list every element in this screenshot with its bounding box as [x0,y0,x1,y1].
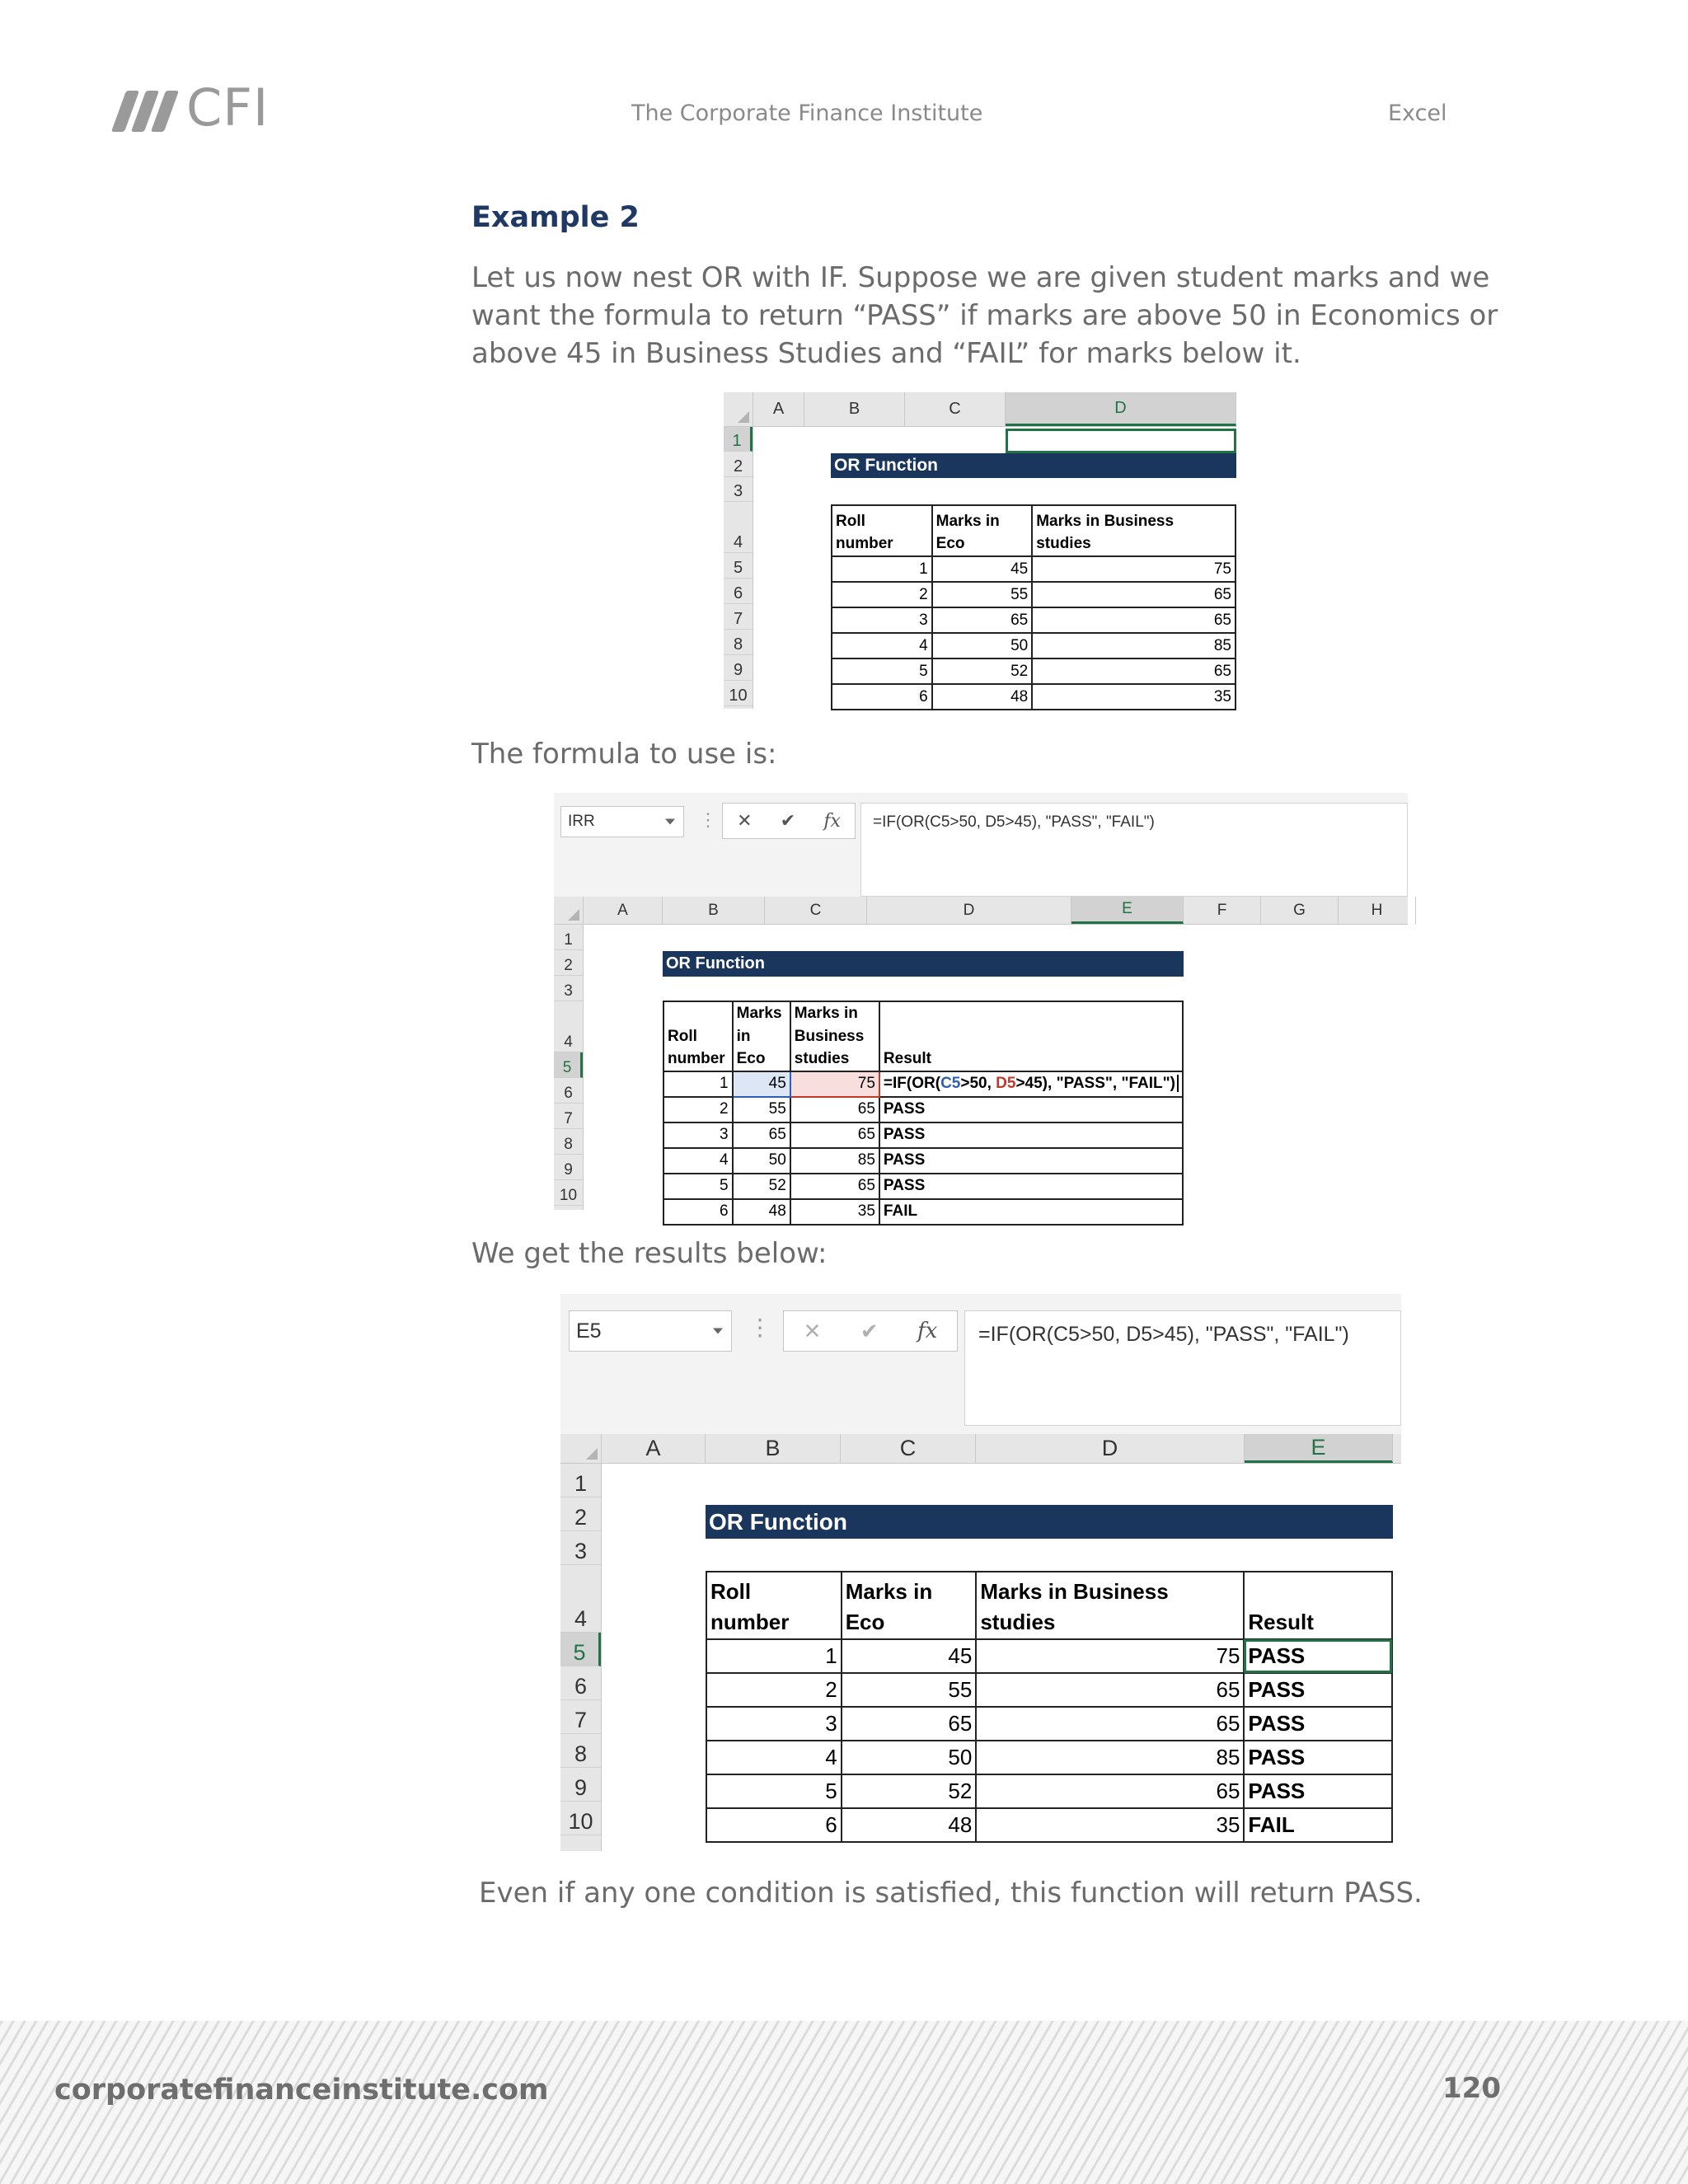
business-cell[interactable]: 65 [976,1707,1244,1741]
row-header[interactable]: 8 [554,1129,583,1155]
business-cell[interactable]: 75 [1032,556,1236,582]
row-header[interactable]: 7 [560,1700,601,1734]
column-header[interactable]: A [753,392,804,426]
result-cell[interactable]: PASS [1244,1673,1392,1707]
column-header[interactable]: G [1261,897,1339,924]
column-header[interactable]: B [663,897,765,924]
row-header[interactable]: 5 [724,553,753,579]
business-cell[interactable]: 85 [976,1741,1244,1774]
table-row [706,1741,1392,1774]
column-headers [584,897,1408,925]
row-header[interactable]: 8 [560,1734,601,1768]
row-headers [724,427,753,709]
roll-cell[interactable]: 6 [706,1808,842,1842]
header-roll[interactable]: Roll number [663,1001,733,1071]
roll-cell[interactable]: 5 [706,1774,842,1808]
cancel-icon[interactable]: ✕ [737,810,753,831]
result-cell[interactable]: FAIL [1244,1808,1392,1842]
row-header-selected[interactable]: 1 [724,427,753,452]
roll-cell[interactable]: 4 [706,1741,842,1774]
business-cell[interactable]: 35 [790,1199,879,1225]
header-business[interactable]: Marks in Business studies [790,1001,879,1071]
row-header[interactable]: 7 [554,1104,583,1129]
row-header[interactable]: 9 [560,1768,601,1802]
row-header[interactable]: 10 [724,681,753,706]
table-row [706,1808,1392,1842]
table-row [706,1774,1392,1808]
table-row [832,658,1236,684]
row-header-selected[interactable]: 5 [560,1633,601,1666]
header-eco[interactable]: Marks in Eco [932,505,1033,556]
row-header[interactable]: 9 [554,1155,583,1180]
column-header[interactable]: D [867,897,1071,924]
eco-cell[interactable]: 48 [733,1199,790,1225]
roll-cell[interactable]: 2 [706,1673,842,1707]
formula-buttons [722,803,856,839]
select-all-corner [724,392,753,427]
eco-cell[interactable]: 65 [733,1122,790,1148]
table-row [706,1673,1392,1707]
eco-cell[interactable]: 50 [842,1741,977,1774]
enter-icon[interactable]: ✔ [780,810,796,831]
table-row [663,1148,1183,1174]
eco-cell[interactable]: 65 [932,607,1033,633]
row-header[interactable]: 10 [554,1180,583,1206]
eco-cell[interactable]: 55 [932,582,1033,607]
select-all-corner [554,897,584,925]
row-header[interactable]: 2 [724,452,753,477]
business-cell[interactable]: 65 [790,1174,879,1199]
row-header[interactable]: 7 [724,604,753,630]
roll-cell[interactable]: 1 [706,1639,842,1673]
cancel-icon[interactable]: ✕ [803,1318,822,1343]
insert-function-icon[interactable]: fx [917,1319,938,1343]
row-header[interactable]: 8 [724,630,753,655]
result-cell[interactable]: PASS [879,1097,1183,1122]
name-box-value: E5 [576,1319,602,1343]
result-cell[interactable]: PASS [1244,1774,1392,1808]
row-header[interactable]: 2 [554,950,583,976]
header-eco[interactable]: Marks in Eco [733,1001,790,1071]
roll-cell[interactable]: 4 [832,633,932,658]
header-result[interactable]: Result [879,1001,1183,1071]
row-header[interactable]: 3 [554,976,583,1001]
table-row [706,1707,1392,1741]
business-cell[interactable]: 65 [1032,607,1236,633]
in-cell-formula: =IF(OR(C5>50, D5>45), "PASS", "FAIL") [884,1075,1179,1092]
roll-cell[interactable]: 4 [663,1148,733,1174]
row-header[interactable]: 1 [560,1464,601,1497]
row-header[interactable]: 2 [560,1497,601,1531]
row-header[interactable]: 4 [554,1001,583,1052]
column-header[interactable]: C [765,897,867,924]
chevron-down-icon[interactable] [713,1329,723,1334]
name-box[interactable] [560,806,684,837]
business-cell[interactable]: 35 [976,1808,1244,1842]
table-row [663,1097,1183,1122]
sheet-title-bar: OR Function [831,453,1236,478]
result-cell[interactable]: PASS [1244,1707,1392,1741]
eco-cell[interactable]: 55 [842,1673,977,1707]
cfi-logo [112,77,277,138]
result-cell[interactable]: PASS [1244,1741,1392,1774]
select-all-corner [560,1434,602,1464]
result-cell-active[interactable]: PASS [1244,1639,1392,1673]
table-header-row [832,505,1236,556]
row-header[interactable]: 1 [554,925,583,950]
table-row [663,1071,1183,1097]
roll-cell[interactable]: 1 [832,556,932,582]
name-box[interactable] [569,1310,732,1352]
column-header-selected[interactable]: D [1006,392,1236,426]
eco-cell[interactable]: 48 [932,684,1033,710]
grid-area [554,897,1408,1221]
business-cell[interactable]: 65 [790,1097,879,1122]
active-cell-d1[interactable] [1006,429,1236,453]
business-cell[interactable]: 85 [790,1148,879,1174]
row-headers [560,1464,602,1851]
row-header[interactable]: 9 [724,655,753,681]
enter-icon[interactable]: ✔ [860,1318,879,1343]
formula-bar[interactable]: =IF(OR(C5>50, D5>45), "PASS", "FAIL") [860,803,1408,897]
eco-cell[interactable]: 50 [932,633,1033,658]
table-row [706,1639,1392,1673]
business-cell[interactable]: 65 [1032,658,1236,684]
business-cell[interactable]: 65 [976,1774,1244,1808]
result-cell-editing[interactable] [879,1071,1183,1097]
row-header[interactable]: 6 [554,1078,583,1104]
header-business[interactable]: Marks in Business studies [976,1572,1244,1639]
header-roll[interactable]: Roll number [706,1572,842,1639]
excel-screenshot-results [560,1294,1401,1851]
marks-table [831,504,1236,710]
column-headers [602,1434,1401,1464]
formula-bar[interactable]: =IF(OR(C5>50, D5>45), "PASS", "FAIL") [964,1310,1401,1426]
eco-cell-referenced[interactable]: 45 [733,1071,790,1097]
header-eco[interactable]: Marks in Eco [842,1572,977,1639]
row-header[interactable]: 4 [560,1565,601,1633]
chevron-down-icon[interactable] [665,819,675,825]
business-cell[interactable]: 65 [976,1673,1244,1707]
grid-area [560,1434,1401,1851]
roll-cell[interactable]: 3 [832,607,932,633]
header-roll[interactable]: Roll number [832,505,932,556]
header-business[interactable]: Marks in Business studies [1032,505,1236,556]
result-cell[interactable]: PASS [879,1148,1183,1174]
roll-cell[interactable]: 6 [663,1199,733,1225]
column-header-selected[interactable]: E [1071,897,1184,924]
eco-cell[interactable]: 45 [842,1639,977,1673]
table-header-row [706,1572,1392,1639]
insert-function-icon[interactable]: fx [823,810,841,832]
eco-cell[interactable]: 52 [733,1174,790,1199]
name-box-value: IRR [568,813,595,830]
marks-table-with-result [663,1001,1184,1226]
row-header[interactable]: 3 [724,477,753,502]
conclusion-paragraph: Even if any one condition is satisfied, this function will return PASS. [479,1877,1423,1910]
business-cell[interactable]: 65 [1032,582,1236,607]
table-row [832,684,1236,710]
intro-paragraph: Let us now nest OR with IF. Suppose we are given student marks and we want the formula to return “PASS” if marks are above 50 in Economics or above 45 in Business Studies and “FAIL” for marks below it. [471,261,1498,370]
result-cell[interactable]: PASS [879,1174,1183,1199]
eco-cell[interactable]: 52 [932,658,1033,684]
column-header[interactable]: F [1184,897,1261,924]
column-header-selected[interactable]: E [1245,1434,1393,1463]
row-header[interactable]: 4 [724,502,753,553]
excel-screenshot-editing [554,793,1408,1221]
row-header[interactable]: 6 [724,579,753,604]
table-row [832,556,1236,582]
roll-cell[interactable]: 2 [832,582,932,607]
table-row [832,633,1236,658]
sheet-title-bar: OR Function [706,1505,1393,1539]
results-lead-paragraph: We get the results below: [471,1237,828,1270]
formula-lead-paragraph: The formula to use is: [471,738,777,771]
table-row [832,607,1236,633]
column-header[interactable]: C [841,1434,976,1463]
roll-cell[interactable]: 5 [832,658,932,684]
business-cell[interactable]: 35 [1032,684,1236,710]
section-title: Example 2 [471,201,640,234]
column-header[interactable]: A [584,897,663,924]
header-result[interactable]: Result [1244,1572,1392,1639]
eco-cell[interactable]: 65 [842,1707,977,1741]
results-table [706,1571,1393,1843]
header-topic: Excel [1388,101,1447,126]
header-publisher: The Corporate Finance Institute [631,101,983,126]
table-row [663,1122,1183,1148]
business-cell[interactable]: 75 [976,1639,1244,1673]
page-number: 120 [1442,2072,1501,2105]
eco-cell[interactable]: 48 [842,1808,977,1842]
column-header[interactable]: B [706,1434,841,1463]
column-header[interactable]: H [1339,897,1416,924]
sheet-title-bar: OR Function [663,951,1184,977]
logo-text: CFI [186,77,270,138]
roll-cell[interactable]: 3 [706,1707,842,1741]
formula-buttons [783,1310,958,1352]
result-cell[interactable]: PASS [879,1122,1183,1148]
roll-cell[interactable]: 2 [663,1097,733,1122]
table-row [832,582,1236,607]
row-header[interactable]: 10 [560,1802,601,1835]
roll-cell[interactable]: 5 [663,1174,733,1199]
business-cell[interactable]: 65 [790,1122,879,1148]
row-header-selected[interactable]: 5 [554,1052,583,1078]
column-header[interactable]: A [602,1434,706,1463]
table-row [663,1174,1183,1199]
eco-cell[interactable]: 50 [733,1148,790,1174]
result-cell[interactable]: FAIL [879,1199,1183,1225]
column-headers [753,392,1236,427]
column-header[interactable]: C [905,392,1006,426]
eco-cell[interactable]: 45 [932,556,1033,582]
table-row [663,1199,1183,1225]
column-header[interactable]: D [976,1434,1245,1463]
row-header[interactable]: 3 [560,1531,601,1565]
row-headers [554,925,584,1210]
table-header-row [663,1001,1183,1071]
eco-cell[interactable]: 55 [733,1097,790,1122]
roll-cell[interactable]: 6 [832,684,932,710]
more-options-icon[interactable]: ⋮ [748,1315,771,1340]
row-header[interactable]: 6 [560,1666,601,1700]
roll-cell[interactable]: 3 [663,1122,733,1148]
more-options-icon[interactable]: ⋮ [699,809,717,830]
column-header[interactable]: B [804,392,905,426]
roll-cell[interactable]: 1 [663,1071,733,1097]
business-cell[interactable]: 85 [1032,633,1236,658]
footer-website-link[interactable]: corporatefinanceinstitute.com [54,2074,549,2107]
eco-cell[interactable]: 52 [842,1774,977,1808]
business-cell-referenced[interactable]: 75 [790,1071,879,1097]
excel-screenshot-data [724,392,1236,709]
